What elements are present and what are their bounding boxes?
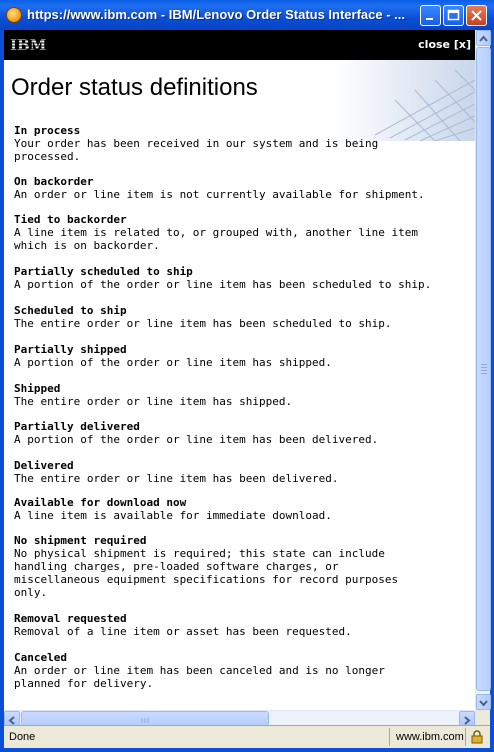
definition-item — [14, 496, 454, 522]
close-icon — [467, 6, 486, 25]
ibm-logo — [10, 36, 54, 54]
vertical-scrollbar[interactable] — [475, 30, 490, 710]
scroll-left-button[interactable] — [4, 711, 20, 726]
definition-term: On backorder — [14, 175, 94, 188]
definition-item — [14, 459, 454, 485]
minimize-icon — [421, 6, 440, 25]
definition-term: Canceled — [14, 651, 67, 664]
definition-description: An order or line item has been canceled and is no longer planned for delivery. — [14, 664, 385, 690]
horizontal-scrollbar[interactable] — [4, 710, 475, 725]
definition-term: No shipment required — [14, 534, 147, 547]
scroll-up-button[interactable] — [476, 30, 491, 46]
scroll-down-button[interactable] — [476, 694, 491, 710]
definition-term: Shipped — [14, 382, 61, 395]
definition-item — [14, 175, 454, 201]
definition-description: A line item is available for immediate download. — [14, 509, 332, 522]
definition-term: Partially shipped — [14, 343, 127, 356]
definition-description: No physical shipment is required; this state can include handling charges, pre-loaded software charges, or miscellaneous equipment specifications for record purposes only. — [14, 547, 399, 599]
scrollbar-corner — [475, 710, 490, 725]
minimize-button[interactable] — [420, 5, 441, 26]
maximize-button[interactable] — [443, 5, 464, 26]
vertical-scroll-thumb[interactable] — [476, 47, 491, 691]
close-link[interactable]: close [x] — [418, 38, 471, 51]
definition-item — [14, 420, 454, 446]
status-bar — [4, 725, 490, 748]
definition-description: A portion of the order or line item has shipped. — [14, 356, 332, 369]
maximize-icon — [444, 6, 463, 25]
definition-term: Partially scheduled to ship — [14, 265, 193, 278]
definition-description: Your order has been received in our system and is being processed. — [14, 137, 379, 163]
definition-term: Available for download now — [14, 496, 187, 509]
definition-item — [14, 213, 454, 252]
definition-term: Removal requested — [14, 612, 127, 625]
status-definitions-list — [14, 124, 454, 690]
definition-term: In process — [14, 124, 81, 137]
arrow-down-icon — [477, 696, 490, 710]
status-text: Done — [9, 731, 36, 743]
definition-term: Partially delivered — [14, 420, 140, 433]
window-titlebar[interactable] — [0, 0, 494, 30]
definition-description: The entire order or line item has been scheduled to ship. — [14, 317, 392, 330]
definition-description: A portion of the order or line item has been scheduled to ship. — [14, 278, 432, 291]
scroll-right-button[interactable] — [459, 711, 475, 726]
definition-item — [14, 382, 454, 408]
definition-item — [14, 265, 454, 291]
window-title: https://www.ibm.com - IBM/Lenovo Order Status Interface - ... — [27, 7, 406, 22]
definition-item — [14, 124, 454, 163]
definition-description: The entire order or line item has shipped. — [14, 395, 293, 408]
definition-item — [14, 651, 454, 690]
definition-term: Delivered — [14, 459, 74, 472]
horizontal-scroll-thumb[interactable] — [21, 711, 269, 726]
definition-description: A line item is related to, or grouped with, another line item which is on backorder. — [14, 226, 418, 252]
definition-item — [14, 534, 454, 599]
definition-term: Scheduled to ship — [14, 304, 127, 317]
status-zone: www.ibm.com — [396, 731, 464, 743]
definition-description: Removal of a line item or asset has been requested. — [14, 625, 352, 638]
browser-icon — [6, 7, 22, 23]
arrow-up-icon — [477, 32, 490, 46]
definition-description: An order or line item is not currently available for shipment. — [14, 188, 425, 201]
lock-icon — [470, 730, 484, 744]
page-viewport — [4, 30, 475, 710]
close-window-button[interactable] — [466, 5, 487, 26]
definition-term: Tied to backorder — [14, 213, 127, 226]
definition-description: The entire order or line item has been delivered. — [14, 472, 339, 485]
definition-item — [14, 304, 454, 330]
definition-item — [14, 343, 454, 369]
definition-item — [14, 612, 454, 638]
page-title: Order status definitions — [11, 74, 258, 101]
svg-text:IBM: IBM — [10, 36, 47, 54]
ibm-header — [4, 30, 475, 60]
window-frame-bottom — [0, 748, 494, 752]
definition-description: A portion of the order or line item has been delivered. — [14, 433, 379, 446]
